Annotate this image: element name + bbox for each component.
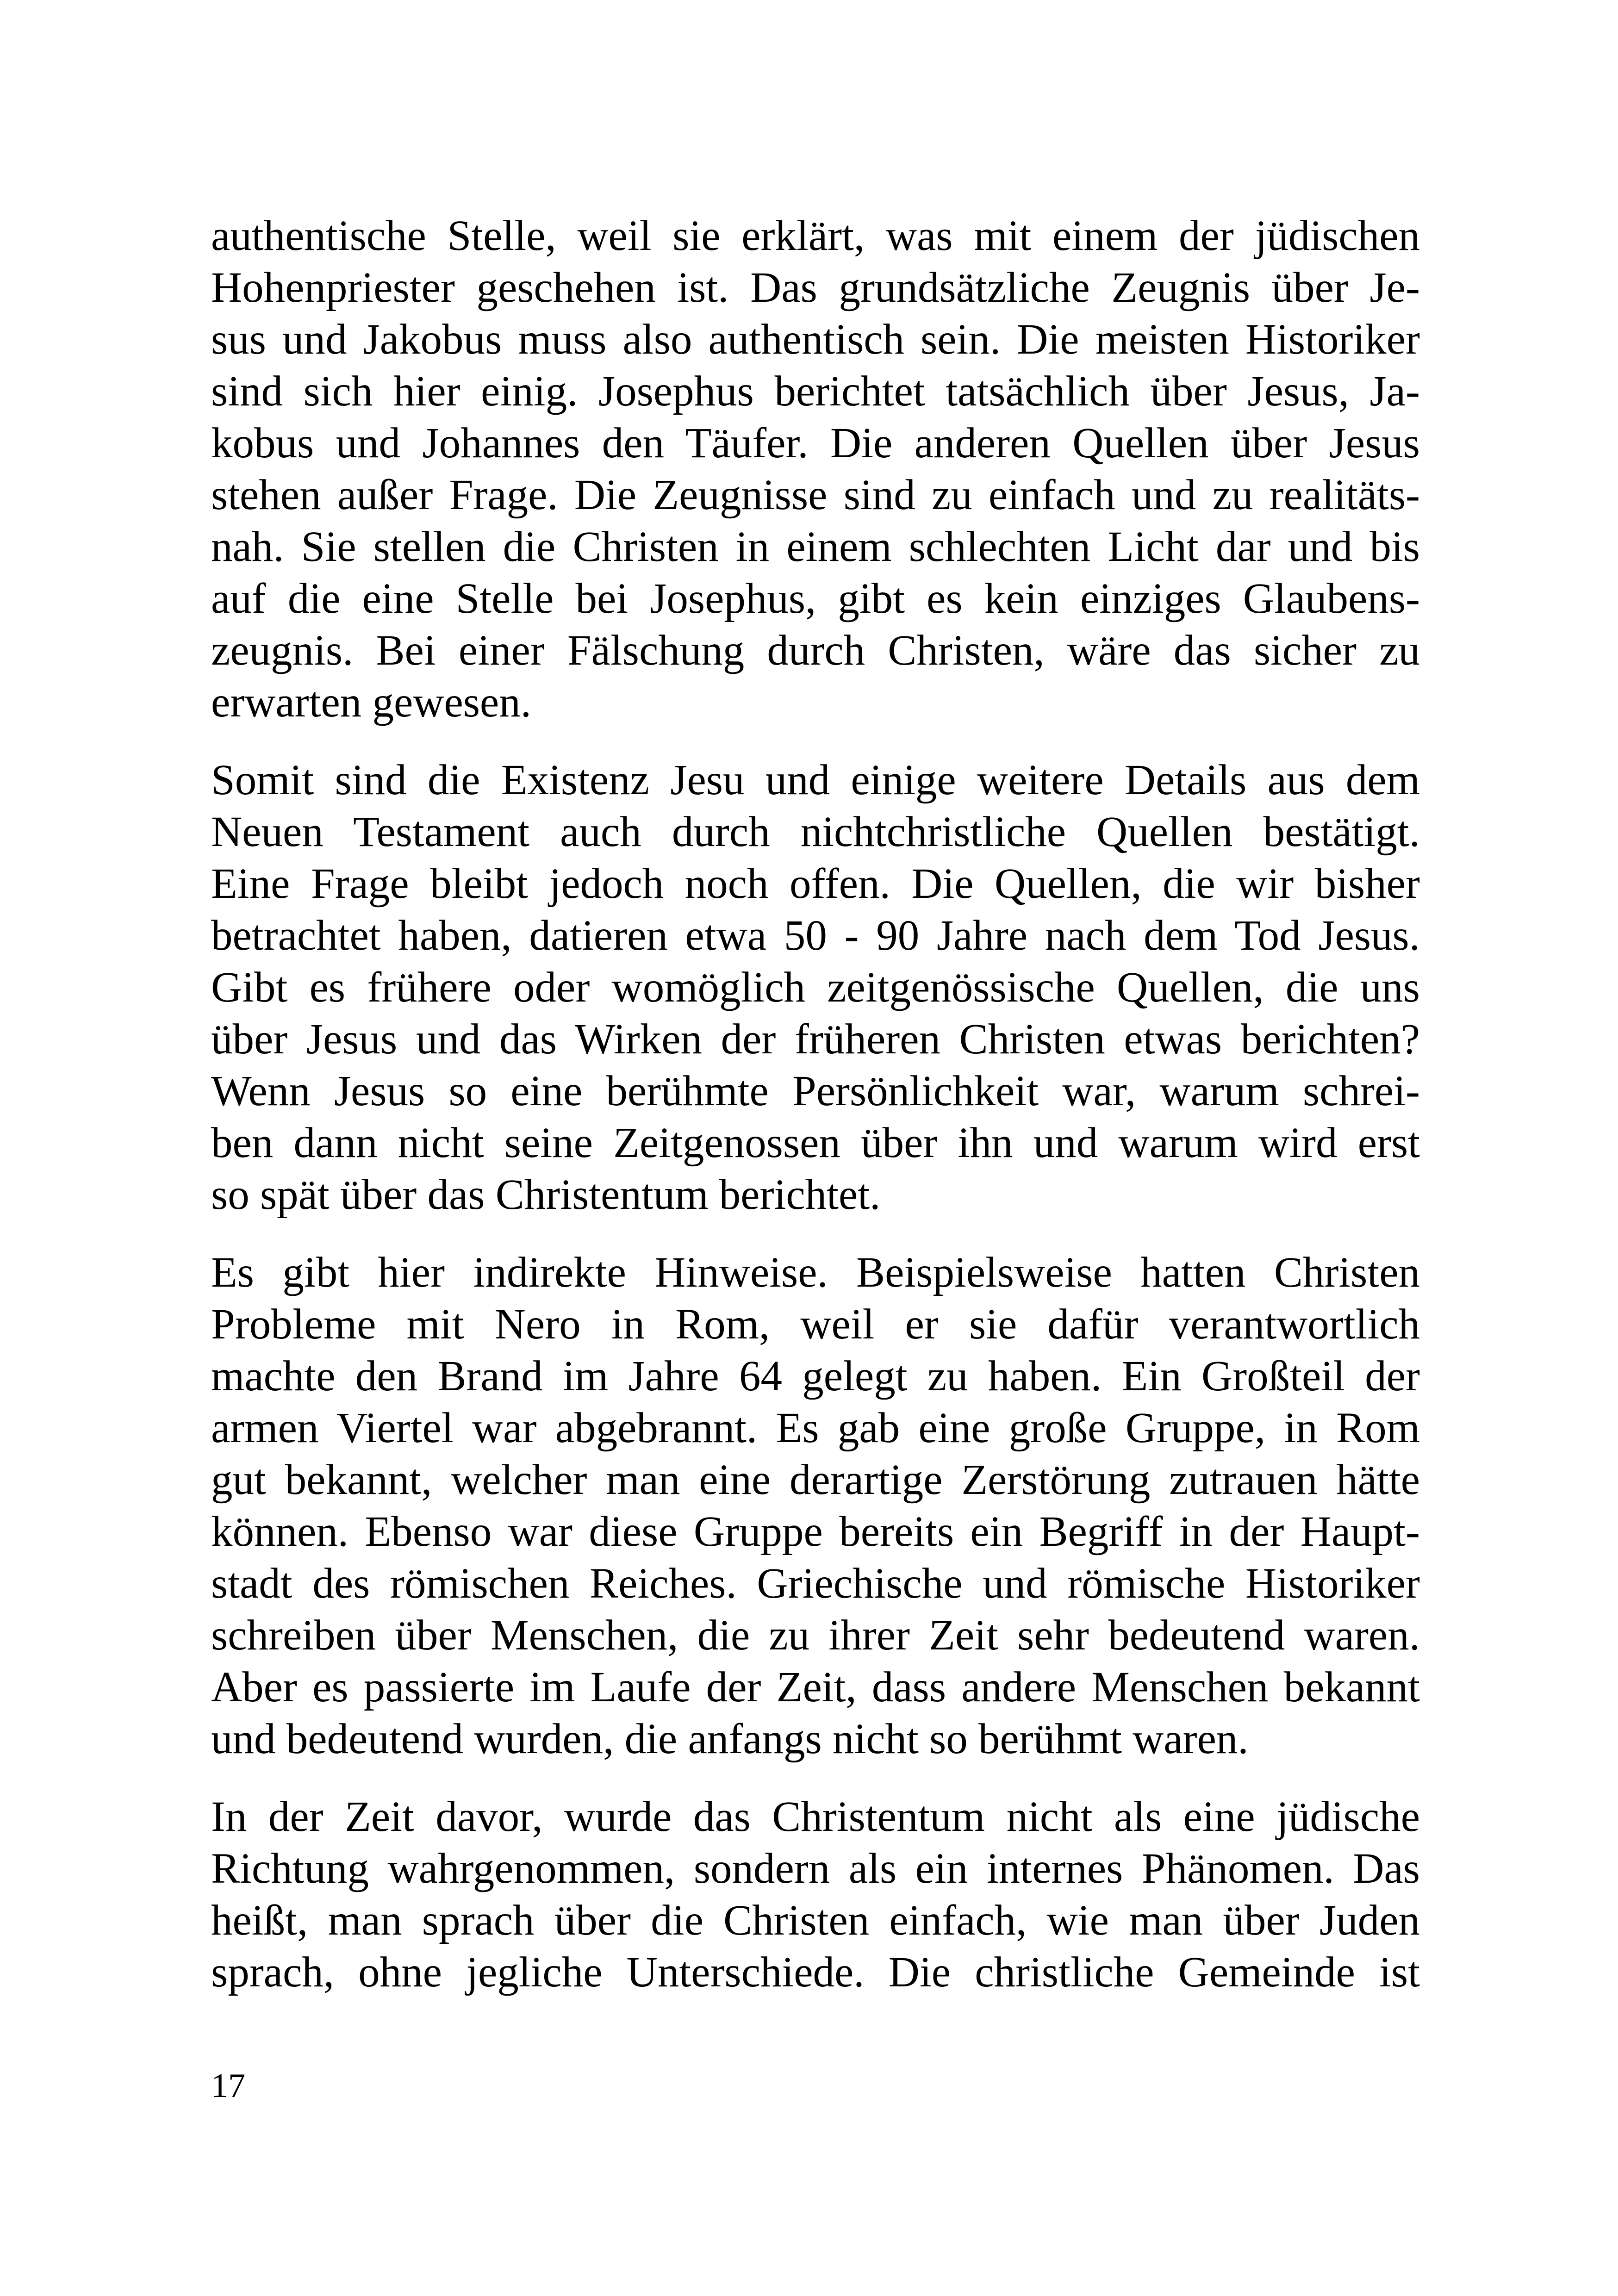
- text-line: Wenn Jesus so eine berühmte Persönlichkeit war, warum schrei-: [211, 1067, 1420, 1115]
- text-line: Richtung wahrgenommen, sondern als ein internes Phänomen. Das: [211, 1845, 1420, 1892]
- text-line: sus und Jakobus muss also authentisch sein. Die meisten Historiker: [211, 316, 1420, 363]
- text-line: armen Viertel war abgebrannt. Es gab eine große Gruppe, in Rom: [211, 1404, 1420, 1452]
- text-line: Eine Frage bleibt jedoch noch offen. Die Quellen, die wir bisher: [211, 860, 1420, 908]
- text-line: nah. Sie stellen die Christen in einem schlechten Licht dar und bis: [211, 523, 1420, 571]
- text-line: Somit sind die Existenz Jesu und einige weitere Details aus dem: [211, 756, 1420, 804]
- page-body: [211, 210, 1420, 2024]
- text-line: ben dann nicht seine Zeitgenossen über ihn und warum wird erst: [211, 1119, 1420, 1167]
- text-line: betrachtet haben, datieren etwa 50 - 90 Jahre nach dem Tod Jesus.: [211, 912, 1420, 959]
- text-line: machte den Brand im Jahre 64 gelegt zu haben. Ein Großteil der: [211, 1352, 1420, 1400]
- paragraph-1: [211, 210, 1420, 728]
- text-line: schreiben über Menschen, die zu ihrer Zeit sehr bedeutend waren.: [211, 1612, 1420, 1659]
- text-line: Aber es passierte im Laufe der Zeit, dass andere Menschen bekannt: [211, 1663, 1420, 1711]
- paragraph-3: [211, 1247, 1420, 1765]
- text-line: Probleme mit Nero in Rom, weil er sie dafür verantwortlich: [211, 1300, 1420, 1348]
- text-line: erwarten gewesen.: [211, 678, 531, 726]
- text-line: heißt, man sprach über die Christen einfach, wie man über Juden: [211, 1897, 1420, 1944]
- text-line: Neuen Testament auch durch nichtchristliche Quellen bestätigt.: [211, 808, 1420, 856]
- text-line: authentische Stelle, weil sie erklärt, was mit einem der jüdischen: [211, 212, 1420, 260]
- text-line: auf die eine Stelle bei Josephus, gibt es kein einziges Glaubens-: [211, 575, 1420, 622]
- text-line: über Jesus und das Wirken der früheren Christen etwas berichten?: [211, 1015, 1420, 1063]
- text-line: Gibt es frühere oder womöglich zeitgenössische Quellen, die uns: [211, 964, 1420, 1011]
- text-line: sprach, ohne jegliche Unterschiede. Die christliche Gemeinde ist: [211, 1948, 1420, 1996]
- paragraph-2: [211, 754, 1420, 1221]
- text-line: kobus und Johannes den Täufer. Die anderen Quellen über Jesus: [211, 419, 1420, 467]
- text-line: können. Ebenso war diese Gruppe bereits ein Begriff in der Haupt-: [211, 1508, 1420, 1556]
- text-line: gut bekannt, welcher man eine derartige Zerstörung zutrauen hätte: [211, 1456, 1420, 1504]
- text-line: stehen außer Frage. Die Zeugnisse sind zu einfach und zu realitäts-: [211, 471, 1420, 519]
- text-line: In der Zeit davor, wurde das Christentum nicht als eine jüdische: [211, 1793, 1420, 1841]
- text-line: sind sich hier einig. Josephus berichtet tatsächlich über Jesus, Ja-: [211, 367, 1420, 415]
- text-line: so spät über das Christentum berichtet.: [211, 1171, 881, 1219]
- paragraph-4: [211, 1791, 1420, 1998]
- text-line: stadt des römischen Reiches. Griechische und römische Historiker: [211, 1560, 1420, 1607]
- text-line: und bedeutend wurden, die anfangs nicht so berühmt waren.: [211, 1715, 1249, 1763]
- text-line: Es gibt hier indirekte Hinweise. Beispielsweise hatten Christen: [211, 1249, 1420, 1296]
- page-number: 17: [211, 2067, 245, 2105]
- text-line: Hohenpriester geschehen ist. Das grundsätzliche Zeugnis über Je-: [211, 264, 1420, 311]
- text-line: zeugnis. Bei einer Fälschung durch Christen, wäre das sicher zu: [211, 627, 1420, 674]
